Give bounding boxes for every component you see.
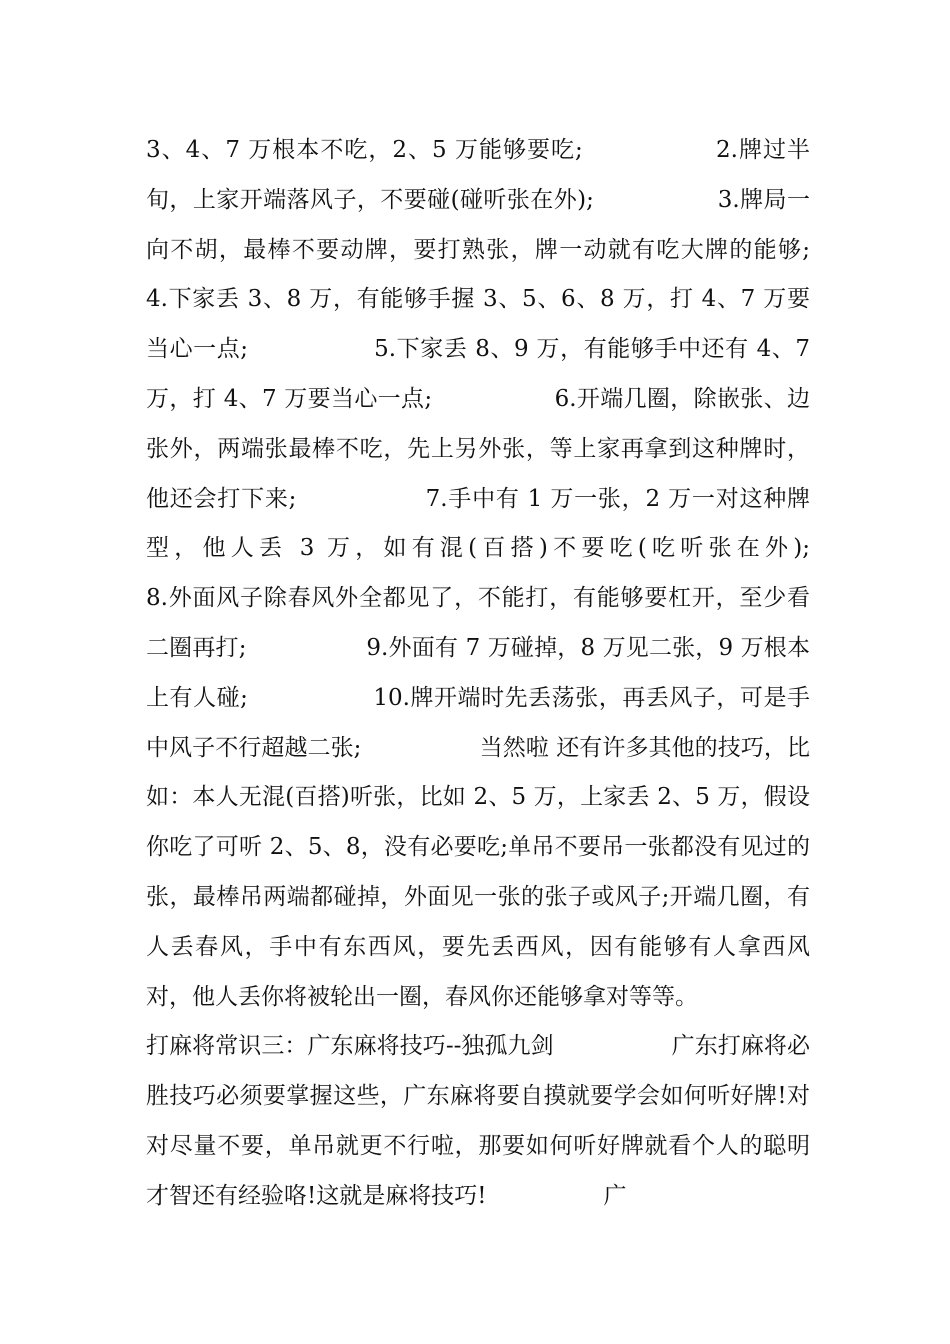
body-paragraph-1: 3、4、7 万根本不吃，2、5 万能够要吃; 2.牌过半旬，上家开端落风子，不要碰(碰听张在外); 3.牌局一向不胡，最棒不要动牌，要打熟张，牌一动就有吃大牌的能够; 4.下家丢 3、8 万，有能够手握 3、5、6、8 万，打 4、7 万要当心一点; 5.下家丢 8、9 万，有能够手中还有 4、7 万，打 4、7 万要当心一点; 6.开端几圈，除嵌张、边张外，两端张最棒不吃，先上另外张，等上家再拿到这种牌时，他还会打下来; 7.手中有 1 万一张，2 万一对这种牌型，他人丢 3 万，如有混(百搭)不要吃(吃听张在外); 8.外面风子除春风外全都见了，不能打，有能够要杠开，至少看二圈再打; 9.外面有 7 万碰掉，8 万见二张，9 万根本上有人碰; 10.牌开端时先丢荡张，再丢风子，可是手中风子不行超越二张; 当然啦 还有许多其他的技巧，比如：本人无混(百搭)听张，比如 2、5 万，上家丢 2、5 万，假设你吃了可听 2、5、8，没有必要吃;单吊不要吊一张都没有见过的张，最棒吊两端都碰掉，外面见一张的张子或风子;开端几圈，有人丢春风，手中有东西风，要先丢西风，因有能够有人拿西风对，他人丢你将被轮出一圈，春风你还能够拿对等等。 <box>146 137 927 1010</box>
document-page <box>146 126 927 1222</box>
body-paragraph-2: 打麻将常识三：广东麻将技巧--独孤九剑 广东打麻将必胜技巧必须要掌握这些，广东麻将要自摸就要学会如何听好牌!对对尽量不要，单吊就更不行啦，那要如何听好牌就看个人的聪明才智还有经验咯!这就是麻将技巧! 广 <box>146 1033 810 1209</box>
